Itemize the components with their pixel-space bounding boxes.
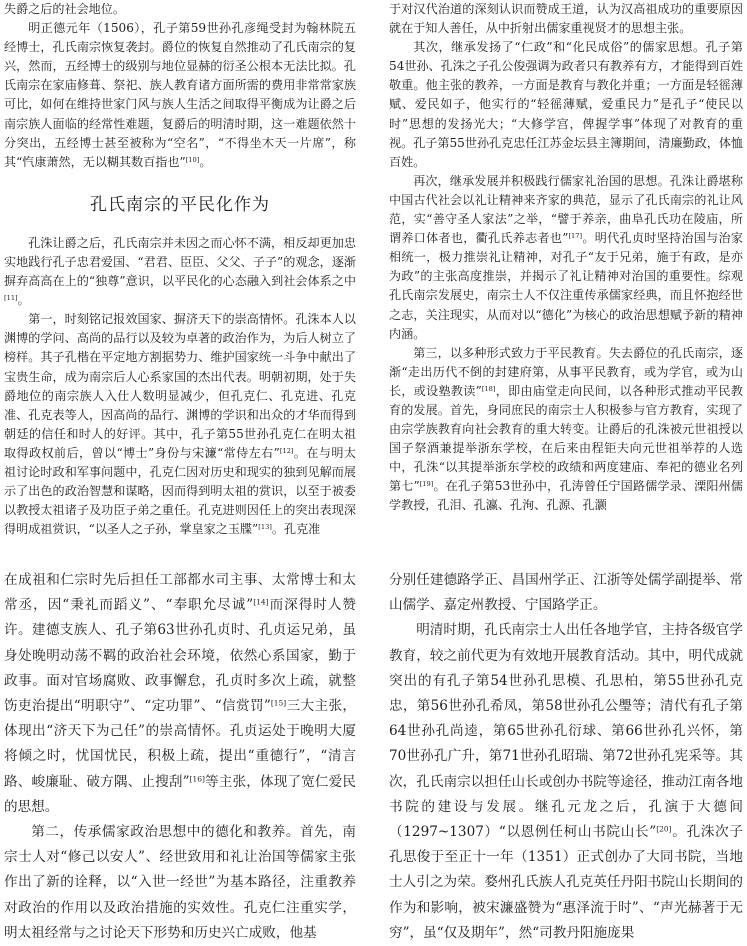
section-heading: 孔氏南宗的平民化作为 [90,194,270,215]
paragraph-text: 。 [199,154,212,169]
paragraph-continuation [4,568,356,820]
paragraph-text: 等主张，体现了宽仁爱民的思想。 [4,773,357,815]
citation-ref: [16] [189,774,205,784]
citation-ref: [11] [4,294,18,303]
citation-ref: [18] [481,384,496,393]
paragraph-third-point [389,344,743,516]
paragraph-second-point [4,820,356,946]
citation-ref: [13] [258,523,272,532]
citation-ref: [20] [656,824,672,834]
paragraph-text: 。 [17,293,30,308]
column-top-right [389,0,743,516]
citation-ref: [19] [419,480,434,489]
paragraph-text: 在成祖和仁宗时先后担任工部都水司主事、太常博士和太常丞，因“秉礼而蹈义”、“奉职允尽诚” [4,572,356,614]
paragraph-first-point [4,310,356,539]
paragraph-continuation [389,0,743,38]
paragraph-text: 失爵之后的社会地位。 [4,2,125,16]
column-top-left [4,0,356,539]
paragraph-second-aspect [389,38,743,172]
paragraph-text: ，即由庙堂走向民间，以各种形式推动平民教育的发展。首先，身同庶民的南宗士人积极参与官方教育，实现了由宗学族教育向社会教育的重大转变。让爵后的孔洙被元世祖授以国子祭酒兼提举浙东学校，在后来由程钜夫向元世祖举荐的人选中，孔洙“以其提举浙东学校的政绩和两度建庙、奉祀的德业名列第七” [389,383,743,494]
citation-ref: [14] [253,597,269,607]
paragraph-text: 孔洙让爵之后，孔氏南宗并未因之而心怀不满，相反却更加忠实地践行孔子忠君爱国、“君君、臣臣、父父、子子”的观念，逐渐摒弃高高在上的“独尊”意识，以平民化的心态融入到社会体系之中 [4,235,356,289]
paragraph-continuation [389,568,743,618]
citation-ref: [12] [279,446,294,455]
column-bottom-right [389,568,743,946]
paragraph-intro [4,234,356,310]
paragraph-mingzheng [4,19,356,172]
paragraph-text: 而深得时人赞许。建德支族人、孔子第63世孙孔贞时、孔贞运兄弟，虽身处晚明动荡不羁的政治社会环境，依然心系国家，勤于政事。面对官场腐败、政事懈怠，孔贞时多次上疏，就整饬吏治提出“明职守”、“定功罪”、“信赏罚” [4,597,356,715]
paragraph-text: 。在与明太祖讨论时政和军事问题中，孔克仁因对历史和现实的独到见解而展示了出色的政治智慧和谋略，因而得到明太祖的赏识，以至于被委以教授太祖诸子及功臣子弟之重任。孔克进则因任上的突出表现深得明成祖赏识，“以圣人之子孙，掌皇家之玉牒” [4,445,356,537]
paragraph-text: 再次，继承发展并积极践行儒家礼治国的思想。孔洙让爵堪称中国古代社会以礼让精神来齐家的典范，显示了孔氏南宗的礼让风范，实“善守圣人家法”之举，“譬于养亲，曲阜孔氏功在陵庙，所谓养口体者也，衢孔氏养志者也” [389,173,743,246]
paragraph-text: 分别任建德路学正、昌国州学正、江浙等处儒学副提举、常山儒学、嘉定州教授、宁国路学正。 [389,572,743,614]
paragraph-text: 。孔克准 [271,522,321,537]
paragraph-fragment [4,0,356,19]
paragraph-text: 第一，时刻铭记报效国家、摒济天下的崇高情怀。孔洙本人以渊博的学问、高尚的品行以及较为卓著的政治作为，为后人树立了榜样。其子孔楷在平定地方割据势力、维护国家统一斗争中献出了宝贵生命，成为南宗后人心系家国的杰出代表。明朝初期，处于失爵地位的南宗族人入仕人数明显减少，但孔克仁、孔克进、孔克准、孔克表等人，因高尚的品行、渊博的学识和出众的才华而得到朝廷的信任和时人的好评。其中，孔子第55世孙孔克仁在明太祖取得政权前后，曾以“博士”身份与宋濂“常侍左右” [4,312,356,460]
paragraph-text: 第三，以多种形式致力于平民教育。失去爵位的孔氏南宗，逐渐“走出历代不倒的封建府第，从事平民教育，或为学官，或为山长，或设塾教读” [389,345,743,398]
paragraph-third-aspect [389,172,743,344]
paragraph-text: 。明代孔贞时坚持治国与治家相统一，极力推崇礼让精神，对孔子“友于兄弟，施于有政，是亦为政”的主张高度推崇，并揭示了礼让精神对治国的重要性。综观孔氏南宗发展史，南宗士人不仅注重传承儒家经典，而且怀抱经世之志，关注现实，从而对以“德化”为核心的政治思想赋予新的精神内涵。 [389,231,743,341]
column-bottom-left [4,568,356,946]
paragraph-text: 三大主张，体现出“济天下为己任”的崇高情怀。孔贞运处于晚明大厦将倾之时，忧国忧民，积极上疏，提出“重德行”，“清言路、峻廉耻、破方隅、止搜刮” [4,698,356,790]
paragraph-text: 于对汉代治道的深刻认识而赞成王道，认为汉高祖成功的重要原因就在于知人善任，从中折射出儒家重视贤才的思想主张。 [389,2,743,36]
paragraph-ming-qing [389,618,743,946]
paragraph-text: 明正德元年（1506），孔子第59世孙孔彦绳受封为翰林院五经博士，孔氏南宗恢复袭封。爵位的恢复自然推动了孔氏南宗的复兴，然而，五经博士的级别与地位显赫的衍圣公根本无法比拟。孔氏南宗在家庙修葺、祭祀、族人教育诸方面所需的费用非常常家族可比，如何在维持世家门风与族人生活之间取得平衡成为让爵之后南宗族人面临的经常性难题，复爵后的明清时期，这一难题依然十分突出，五经博士甚至被称为“空名”，“不得坐木天一片席”，称其“忾康萧然，无以糊其数百指也” [4,21,356,169]
paragraph-text: 明清时期，孔氏南宗士人出任各地学官，主持各级官学教育，较之前代更为有效地开展教育活动。其中，明代成就突出的有孔子第54世孙孔思模、孔思柏，第55世孙孔克忠，第56世孙孔希凤，第58世孙孔公璺等；清代有孔子第64世孙孔尚逵，第65世孙孔衍球、第66世孙孔兴怀，第70世孙孔广升，第71世孙孔昭瑞、第72世孙孔宪采等。其次，孔氏南宗以担任山长或创办书院等途径，推动江南各地书院的建设与发展。继孔元龙之后，孔演于大德间（1297~1307）“以恩例任柯山书院山长” [389,622,743,841]
paragraph-text: 第二，传承儒家政治思想中的德化和教养。首先，南宗士人对“修己以安人”、经世致用和礼让治国等儒家主张作出了新的诠释，以“入世一经世”为基本路径，注重教养对政治的作用以及政治措施的实效性。孔克仁注重实学，明太祖经常与之讨论天下形势和历史兴亡成败，他基 [4,824,356,941]
paragraph-text: 其次，继承发扬了“仁政”和“化民成俗”的儒家思想。孔子第54世孙、孔洙之子孔公俊强调为政者只有教养有方，才能得到百姓敬重。他主张的教养，一方面是教育与教化并重；一方面是轻徭薄赋、爱民如子，他实行的“轻徭薄赋，爱重民力”是孔子“使民以时”思想的发扬光大；“大修学宫，俾握学事”体现了对教育的重视。孔子第55世孙孔克忠任江苏金坛县主簿期间，清廉勤政，体恤百姓。 [389,40,744,169]
paragraph-text: 。在孔子第53世孙中，孔涛曾任宁国路儒学录、溧阳州儒学教授，孔泪、孔瀛、孔洵、孔源、孔灏 [389,479,744,513]
citation-ref: [10] [185,155,200,164]
citation-ref: [17] [568,232,583,241]
citation-ref: [15] [270,698,287,708]
paragraph-text: 。孔洙次子孔思俊于至正十一年（1351）正式创办了大同书院，当地士人引之为荣。婺州孔氏族人孔克英任丹阳书院山长期间的作为和影响，被宋濂盛赞为“惠泽流于时”、“声光赫著于无穷”，虽“仅及期年”，然“司教丹阳施庞果 [389,824,744,941]
